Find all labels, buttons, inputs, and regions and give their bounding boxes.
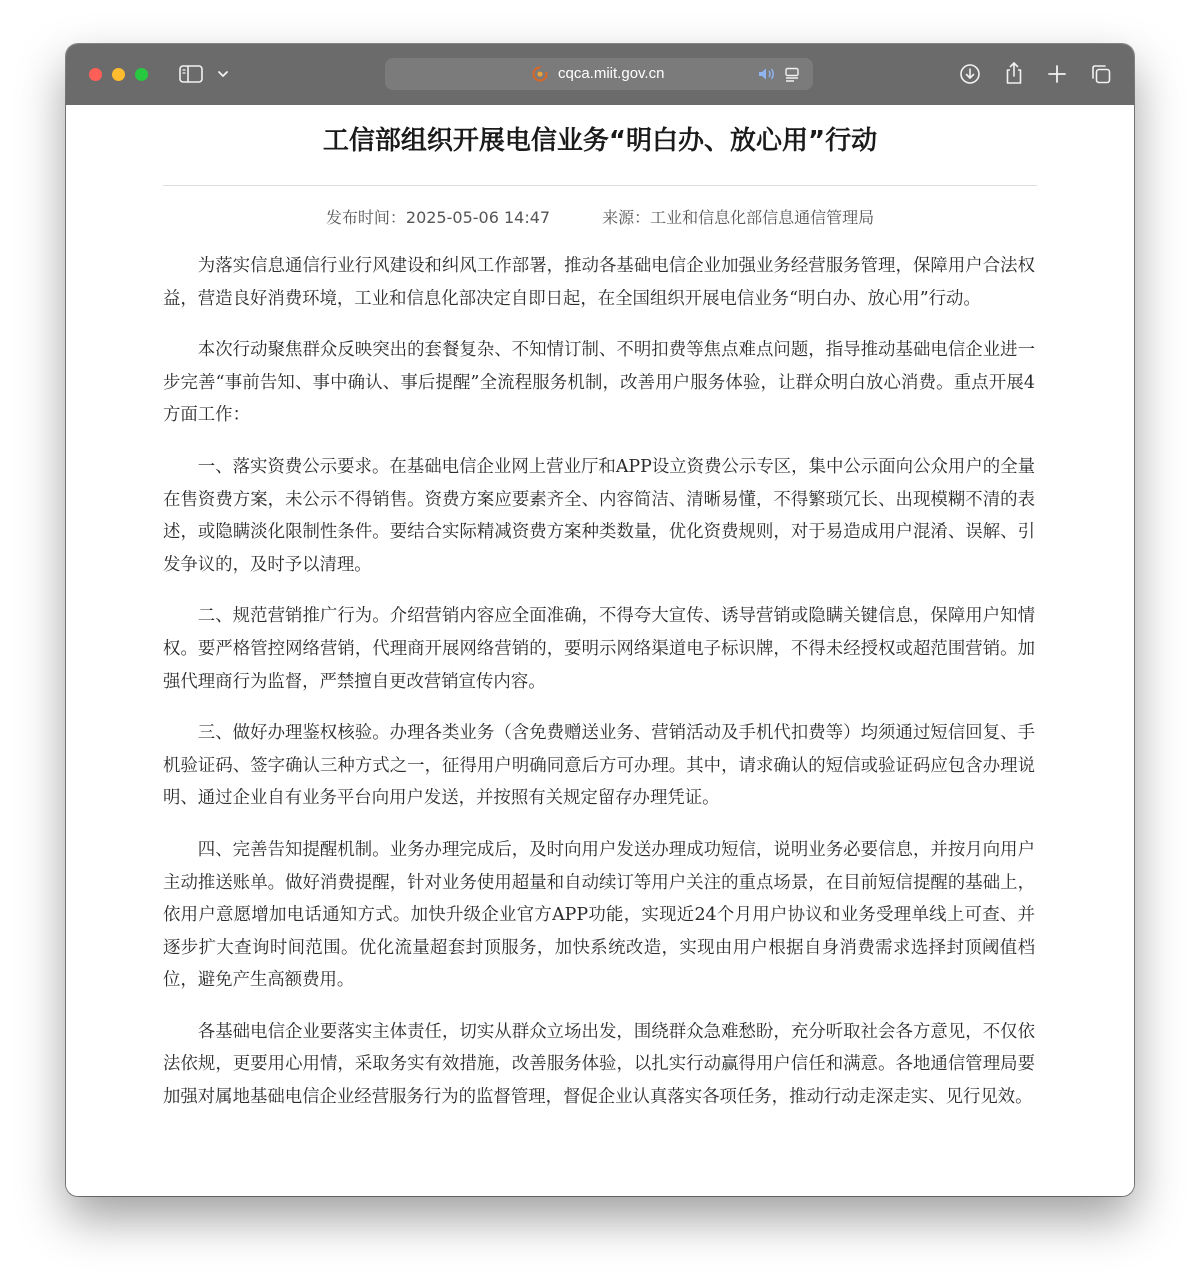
article-paragraph: 四、完善告知提醒机制。业务办理完成后，及时向用户发送办理成功短信，说明业务必要信息，并按月向用户主动推送账单。做好消费提醒，针对业务使用超量和自动续订等用户关注的重点场景，在目前短信提醒的基础上，依用户意愿增加电话通知方式。加快升级企业官方APP功能，实现近24个月用户协议和业务受理单线上可查、并逐步扩大查询时间范围。优化流量超套封顶服务，加快系统改造，实现由用户根据自身消费需求选择封顶阈值档位，避免产生高额费用。 [163,839,1035,991]
article-title: 工信部组织开展电信业务“明白办、放心用”行动 [322,126,878,156]
article-meta [66,205,1134,231]
download-icon[interactable] [959,63,981,85]
close-window-button[interactable] [89,68,102,81]
new-tab-icon[interactable] [1046,63,1068,85]
page-content [66,105,1134,1196]
article-paragraph: 三、做好办理鉴权核验。办理各类业务（含免费赠送业务、营销活动及手机代扣费等）均须通过短信回复、手机验证码、签字确认三种方式之一，征得用户明确同意后方可办理。其中，请求确认的短信或验证码应包含办理说明、通过企业自有业务平台向用户发送，并按照有关规定留存办理凭证。 [163,723,1035,809]
article-paragraph: 二、规范营销推广行为。介绍营销内容应全面准确，不得夸大宣传、诱导营销或隐瞒关键信息，保障用户知情权。要严格管控网络营销，代理商开展网络营销的，要明示网络渠道电子标识牌，不得未经授权或超范围营销。加强代理商行为监督，严禁擅自更改营销宣传内容。 [163,606,1035,692]
sidebar-toggle-icon[interactable] [179,64,203,84]
article-paragraph: 本次行动聚焦群众反映突出的套餐复杂、不知情订制、不明扣费等焦点难点问题，指导推动基础电信企业进一步完善“事前告知、事中确认、事后提醒”全流程服务机制，改善用户服务体验，让群众明白放心消费。重点开展4方面工作： [163,340,1035,426]
browser-toolbar [66,44,1134,105]
publish-time: 发布时间：2025-05-06 14:47 [325,208,551,227]
article-paragraph: 一、落实资费公示要求。在基础电信企业网上营业厅和APP设立资费公示专区，集中公示面向公众用户的全量在售资费方案，未公示不得销售。资费方案应要素齐全、内容简洁、清晰易懂，不得繁琐冗长、出现模糊不清的表述，或隐瞒淡化限制性条件。要结合实际精减资费方案种类数量，优化资费规则，对于易造成用户混淆、误解、引发争议的，及时予以清理。 [163,456,1035,575]
url-text: cqca.miit.gov.cn [558,65,665,82]
chevron-down-icon[interactable] [216,66,230,82]
zoom-window-button[interactable] [135,68,148,81]
article-paragraph: 各基础电信企业要落实主体责任，切实从群众立场出发，围绕群众急难愁盼，充分听取社会各方意见，不仅依法依规，更要用心用情，采取务实有效措施，改善服务体验，以扎实行动赢得用户信任和满意。各地通信管理局要加强对属地基础电信企业经营服务行为的监督管理，督促企业认真落实各项任务，推动行动走深走实、见行见效。 [163,1021,1035,1108]
article-paragraph: 为落实信息通信行业行风建设和纠风工作部署，推动各基础电信企业加强业务经营服务管理，保障用户合法权益，营造良好消费环境，工业和信息化部决定自即日起，在全国组织开展电信业务“明白办、放心用”行动。 [163,256,1035,309]
reader-mode-icon[interactable] [783,66,801,83]
title-divider [163,185,1037,186]
tab-overview-icon[interactable] [1090,63,1112,85]
minimize-window-button[interactable] [112,68,125,81]
article-source: 来源：工业和信息化部信息通信管理局 [602,208,875,227]
browser-window [66,44,1134,1196]
address-bar[interactable] [385,58,813,90]
article-body [163,250,1035,1133]
share-icon[interactable] [1003,61,1025,85]
speaker-icon[interactable] [757,66,777,82]
site-favicon-icon [532,66,548,82]
